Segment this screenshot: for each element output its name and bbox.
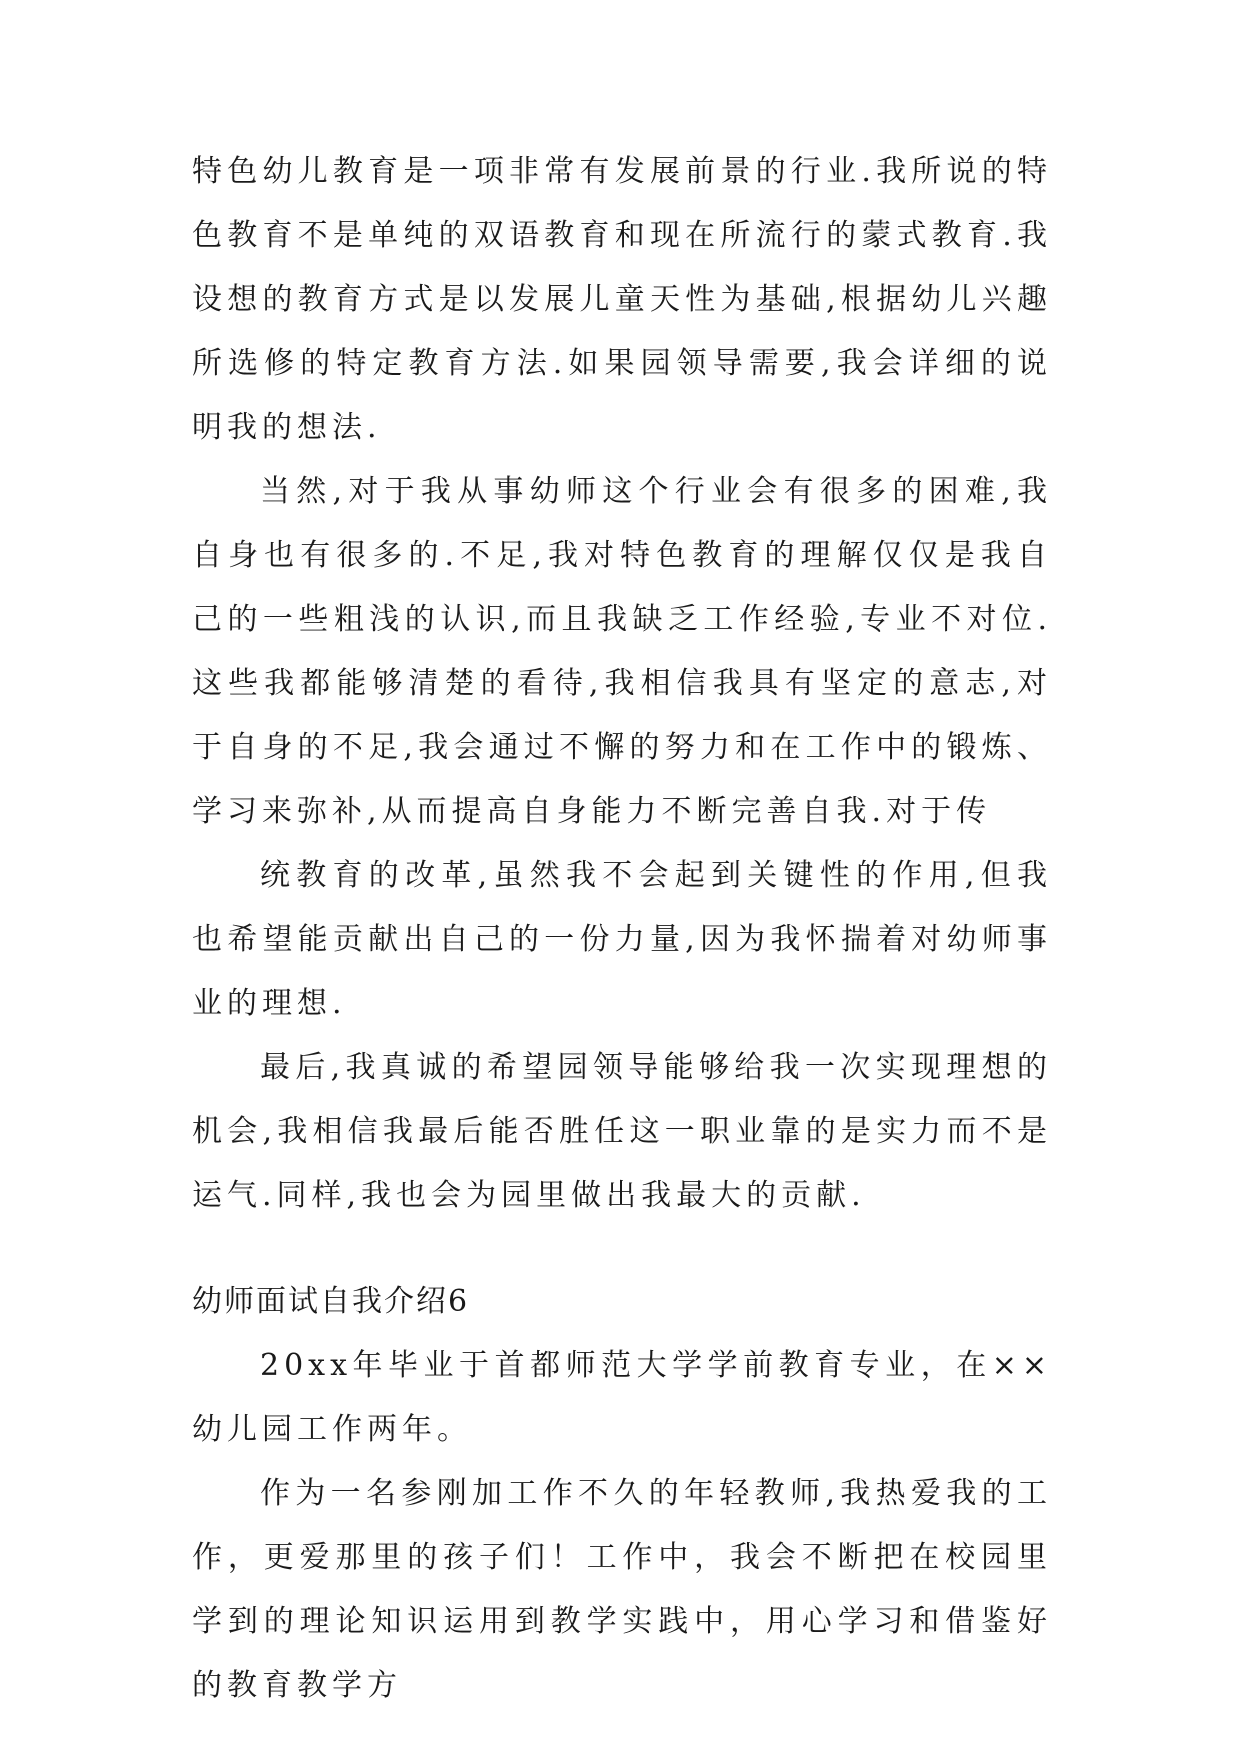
paragraph: 特色幼儿教育是一项非常有发展前景的行业.我所说的特色教育不是单纯的双语教育和现在所流行的蒙式教育.我设想的教育方式是以发展儿童天性为基础,根据幼儿兴趣所选修的特定教育方法.如果园领导需要,我会详细的说明我的想法.: [192, 154, 1052, 445]
paragraph: 20xx年毕业于首都师范大学学前教育专业，在××幼儿园工作两年。: [192, 1348, 1052, 1447]
document-body: [192, 140, 1052, 1718]
section-spacer: [192, 1228, 1052, 1270]
paragraph: 作为一名参刚加工作不久的年轻教师,我热爱我的工作，更爱那里的孩子们！工作中，我会不断把在校园里学到的理论知识运用到教学实践中，用心学习和借鉴好的教育教学方: [192, 1476, 1052, 1703]
section-heading: 幼师面试自我介绍6: [192, 1284, 470, 1319]
paragraph: 统教育的改革,虽然我不会起到关键性的作用,但我也希望能贡献出自己的一份力量,因为我怀揣着对幼师事业的理想.: [192, 858, 1052, 1021]
paragraph: 最后,我真诚的希望园领导能够给我一次实现理想的机会,我相信我最后能否胜任这一职业靠的是实力而不是运气.同样,我也会为园里做出我最大的贡献.: [192, 1050, 1052, 1213]
paragraph: 当然,对于我从事幼师这个行业会有很多的困难,我自身也有很多的.不足,我对特色教育的理解仅仅是我自己的一些粗浅的认识,而且我缺乏工作经验,专业不对位.这些我都能够清楚的看待,我相信我具有坚定的意志,对于自身的不足,我会通过不懈的努力和在工作中的锻炼、学习来弥补,从而提高自身能力不断完善自我.对于传: [192, 474, 1052, 829]
